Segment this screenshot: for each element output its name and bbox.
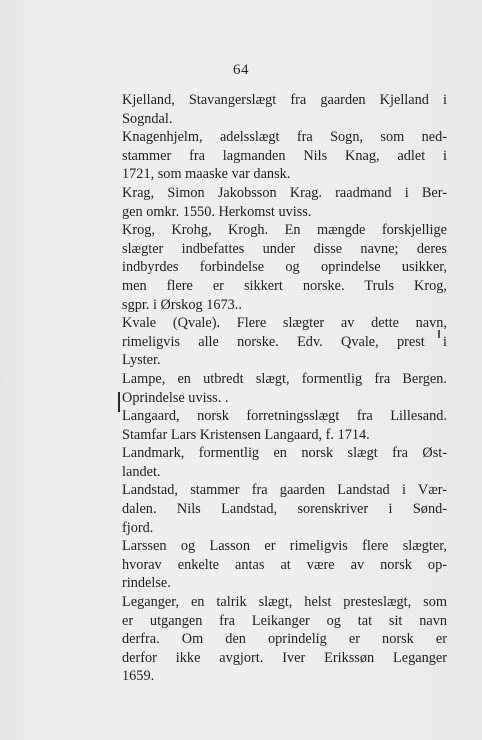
- entry-line: Krag, Simon Jakobsson Krag. raadmand i Ber-: [122, 184, 447, 201]
- entry-line: er utgangen fra Leikanger og tat sit navn: [122, 612, 447, 629]
- entry-line: Lyster.: [122, 352, 161, 369]
- entry-line: fjord.: [122, 519, 154, 536]
- entry-line: rimeligvis alle norske. Edv. Qvale, prest i: [122, 333, 447, 350]
- entry-line: dalen. Nils Landstad, sorenskriver i Sønd-: [122, 501, 447, 518]
- entry-line: Landstad, stammer fra gaarden Landstad i Vær-: [122, 482, 447, 499]
- entry-line: Knagenhjelm, adelsslægt fra Sogn, som ned-: [122, 129, 447, 146]
- entry-landstad: [122, 481, 447, 537]
- margin-mark: [118, 392, 120, 412]
- entry-line: derfra. Om den oprindelig er norsk er: [122, 631, 447, 648]
- entry-kjelland: [122, 91, 447, 128]
- entry-line: sgpr. i Ørskog 1673..: [122, 296, 242, 313]
- entry-list: [122, 91, 447, 686]
- entry-line: Kjelland, Stavangerslægt fra gaarden Kjelland i: [122, 92, 447, 108]
- entry-krag: [122, 184, 447, 221]
- entry-line: landet.: [122, 463, 161, 480]
- entry-leganger: [122, 593, 447, 686]
- entry-line: Krog, Krohg, Krogh. En mængde forskjellige: [122, 222, 447, 239]
- entry-krog: [122, 221, 447, 314]
- entry-line: 1659.: [122, 668, 155, 685]
- entry-landmark: [122, 444, 447, 481]
- entry-line: slægter indbefattes under disse navne; deres: [122, 240, 447, 257]
- entry-langaard: [122, 407, 447, 444]
- entry-line: Lampe, en utbredt slægt, formentlig fra Bergen.: [122, 370, 447, 387]
- entry-line: indbyrdes forbindelse og oprindelse usikker,: [122, 259, 447, 276]
- entry-larssen: [122, 537, 447, 593]
- entry-line: Kvale (Qvale). Flere slægter av dette navn,: [122, 315, 447, 332]
- entry-knagenhjelm: [122, 128, 447, 184]
- entry-line: Leganger, en talrik slægt, helst presteslægt, som: [122, 594, 447, 611]
- entry-line: Landmark, formentlig en norsk slægt fra Øst-: [122, 445, 447, 462]
- entry-line: Oprindelse uviss. .: [122, 389, 229, 406]
- entry-line: Larssen og Lasson er rimeligvis flere slægter,: [122, 538, 447, 555]
- entry-line: gen omkr. 1550. Herkomst uviss.: [122, 203, 312, 220]
- entry-line: Sogndal.: [122, 110, 173, 127]
- entry-line: rindelse.: [122, 575, 171, 592]
- entry-line: stammer fra lagmanden Nils Knag, adlet i: [122, 147, 447, 164]
- entry-line: Langaard, norsk forretningsslægt fra Lillesand.: [122, 408, 447, 425]
- entry-kvale: [122, 314, 447, 370]
- entry-line: Stamfar Lars Kristensen Langaard, f. 1714.: [122, 426, 370, 443]
- entry-lampe: [122, 370, 447, 407]
- entry-line: 1721, som maaske var dansk.: [122, 166, 291, 183]
- entry-line: derfor ikke avgjort. Iver Erikssøn Leganger: [122, 649, 447, 666]
- entry-line: men flere er sikkert norske. Truls Krog,: [122, 277, 447, 294]
- page-number: 64: [233, 62, 249, 78]
- entry-line: hvorav enkelte antas at være av norsk op-: [122, 556, 447, 573]
